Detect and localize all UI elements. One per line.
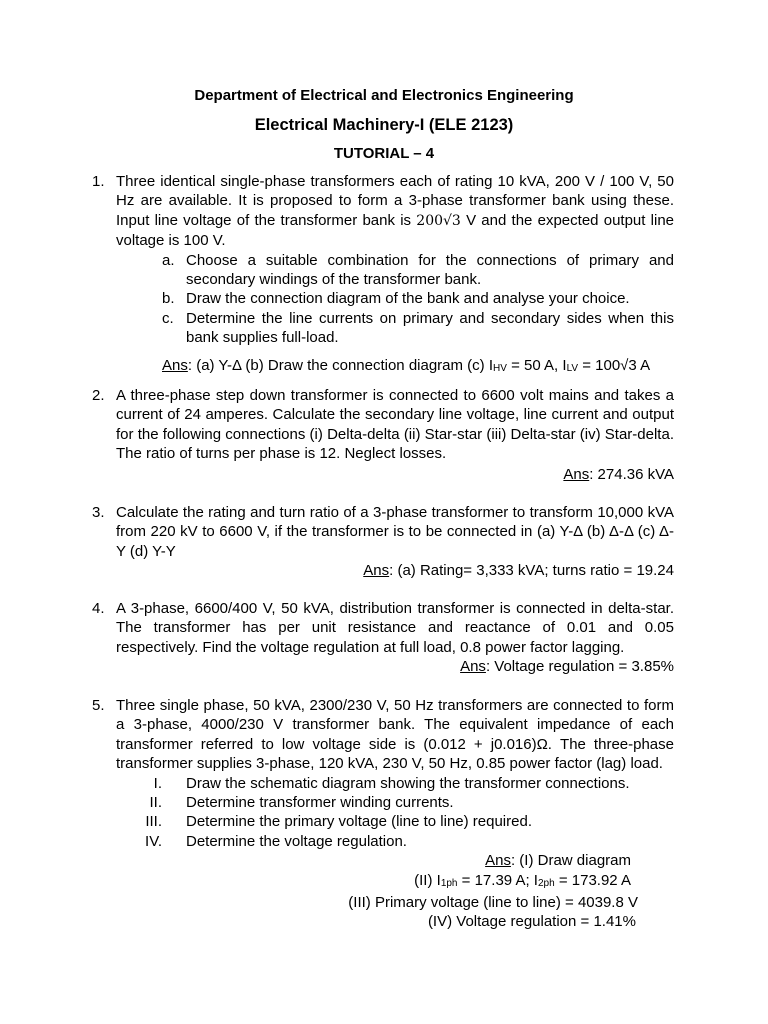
question-number: 5.: [92, 697, 105, 714]
answer-line-2: (II) I1ph = 17.39 A; I2ph = 173.92 A: [414, 871, 631, 889]
question-text: Three single phase, 50 kVA, 2300/230 V, 50 Hz transformers are connected to form a 3-phase, 4000/230 V transformer bank. The equivalent impedance of each transformer referred to low voltage side is (0.012 + j0.016)Ω. The three-phase transformer supplies 3-phase, 120 kVA, 230 V, 50 Hz, 0.85 power factor (lag) load.: [116, 697, 674, 773]
question-text: Three identical single-phase transformers each of rating 10 kVA, 200 V / 100 V, 50 Hz are available. It is proposed to form a 3-phase transformer bank using these. Input line voltage of the transformer bank is 200√3 V and the expected output line voltage is 100 V.: [116, 173, 674, 250]
question-text: A three-phase step down transformer is connected to 6600 volt mains and takes a current of 24 amperes. Calculate the secondary line voltage, line current and output for the following connections (i) Delta-delta (ii) Star-star (iii) Delta-star (iv) Star-delta. The ratio of turns per phase is 12. Neglect losses.: [116, 387, 674, 463]
sub-question-III: III. Determine the primary voltage (line to line) required.: [145, 813, 532, 831]
sub-question-b: b. Draw the connection diagram of the bank and analyse your choice.: [162, 290, 630, 308]
question-number: 3.: [92, 504, 105, 521]
question-text: Calculate the rating and turn ratio of a 3-phase transformer to transform 10,000 kVA from 220 kV to 6600 V, if the transformer is to be connected in (a) Y-Δ (b) Δ-Δ (c) Δ- Y (d) Y-Y: [116, 504, 674, 560]
question-number: 2.: [92, 387, 105, 404]
answer-line-4: (IV) Voltage regulation = 1.41%: [427, 913, 636, 931]
math-expression: 200√3: [416, 212, 461, 229]
department-heading: Department of Electrical and Electronics Engineering: [194, 87, 574, 104]
sub-question-c: c. Determine the line currents on primary and secondary sides when this bank supplies full-load.: [162, 309, 674, 347]
course-title: Electrical Machinery-I (ELE 2123): [254, 116, 514, 134]
answer: Ans: (a) Rating= 3,333 kVA; turns ratio = 19.24: [363, 562, 674, 580]
question-1: [92, 172, 674, 378]
question-number: 1.: [92, 173, 105, 190]
answer: Ans: (a) Y-Δ (b) Draw the connection diagram (c) IHV = 50 A, ILV = 100√3 A: [162, 356, 651, 374]
question-3: [92, 503, 674, 581]
question-2: [92, 386, 674, 484]
answer: Ans: 274.36 kVA: [563, 465, 674, 483]
question-text: A 3-phase, 6600/400 V, 50 kVA, distribution transformer is connected in delta-star. The transformer has per unit resistance and reactance of 0.01 and 0.05 respectively. Find the voltage regulation at full load, 0.8 power factor lagging.: [116, 600, 674, 656]
answer-line-3: (III) Primary voltage (line to line) = 4039.8 V: [348, 894, 638, 912]
question-5: [92, 696, 674, 932]
sub-question-I: I. Draw the schematic diagram showing the transformer connections.: [153, 774, 630, 792]
sub-question-a: a. Choose a suitable combination for the connections of primary and secondary windings of the transformer bank.: [162, 251, 674, 289]
question-4: [92, 599, 674, 677]
tutorial-title: TUTORIAL – 4: [333, 145, 435, 162]
answer: Ans: Voltage regulation = 3.85%: [460, 658, 674, 676]
question-number: 4.: [92, 600, 105, 617]
answer-line-1: Ans: (I) Draw diagram: [485, 852, 631, 870]
sub-question-II: II. Determine transformer winding currents.: [149, 794, 454, 812]
sub-question-IV: IV. Determine the voltage regulation.: [145, 832, 407, 850]
